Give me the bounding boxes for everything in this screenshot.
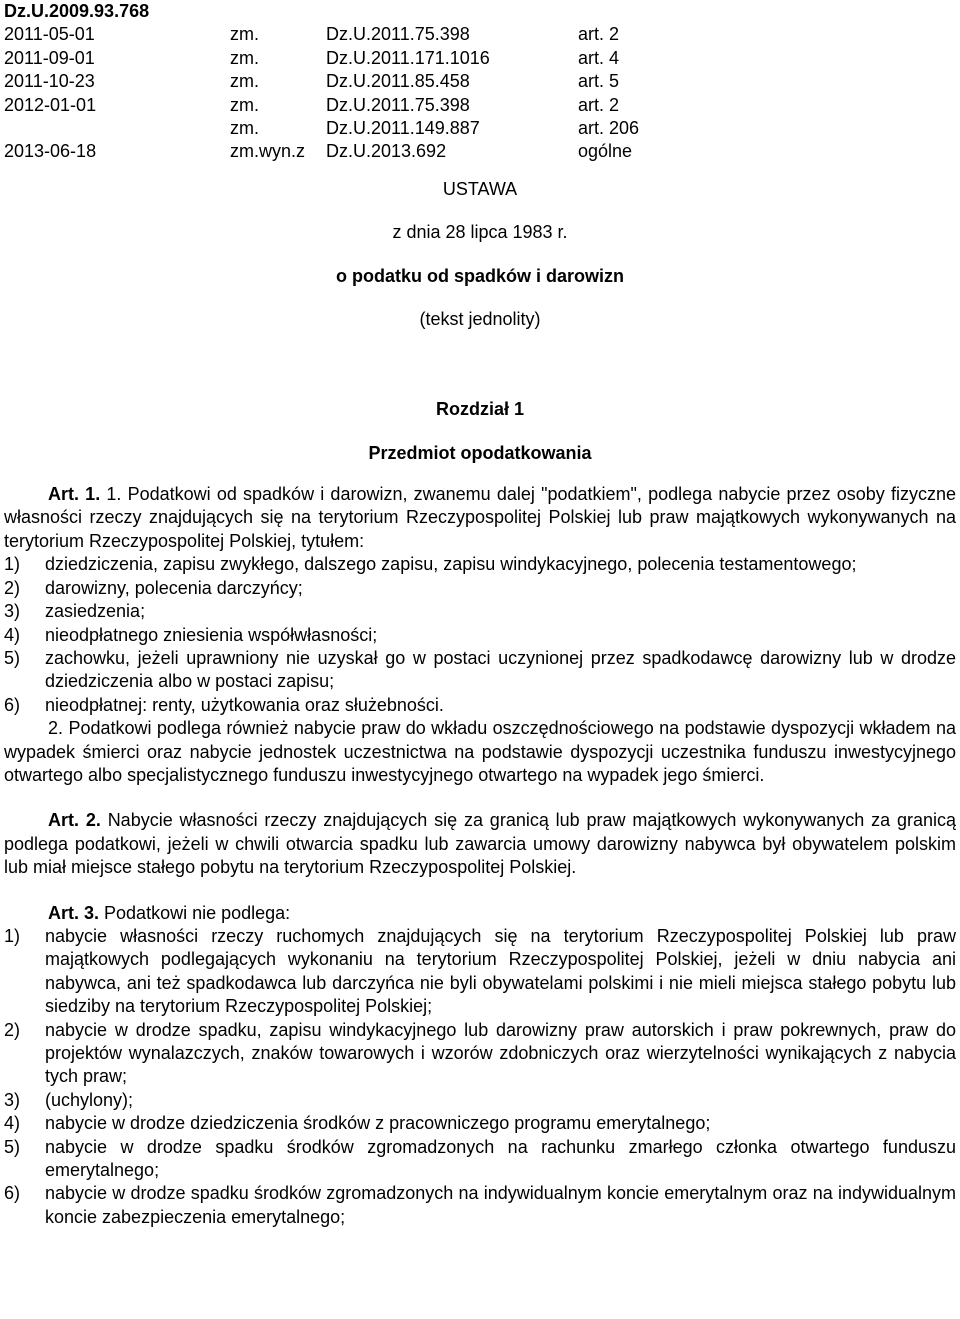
paragraph-number: 1. — [106, 484, 122, 505]
amendment-kind: zm. — [230, 94, 259, 115]
paragraph-text: Nabycie własności rzeczy znajdujących się za granicą lub praw majątkowych wykonywanych za granicą podlega podatkowi, jeżeli w chwili otwarcia spadku lub zawarcia umowy darowizny nabywca był obywatelem polskim lub miał miejsce stałego pobytu na terytorium Rzeczypospolitej Polskiej. — [4, 810, 956, 878]
amendment-article: art. 4 — [578, 47, 620, 68]
list-item-number: 6) — [4, 694, 21, 715]
act-date: z dnia 28 lipca 1983 r. — [392, 222, 568, 243]
article-1-paragraph-2 — [4, 717, 956, 787]
paragraph-text: Podatkowi nie podlega: — [104, 902, 291, 923]
list-item-text: zasiedzenia; — [45, 601, 146, 622]
amendment-row — [4, 47, 956, 70]
amendment-kind: zm. — [230, 71, 259, 92]
article-3-list — [4, 925, 956, 1229]
article-2 — [4, 809, 956, 879]
amendment-article: art. 2 — [578, 94, 620, 115]
list-item-text: nabycie w drodze spadku środków zgromadzonych na indywidualnym koncie emerytalnym oraz na indywidualnym koncie zabezpieczenia emerytalnego; — [45, 1183, 956, 1227]
list-item — [4, 1136, 956, 1183]
amendment-article: art. 206 — [578, 117, 640, 138]
amendment-reference: Dz.U.2011.171.1016 — [326, 47, 490, 68]
paragraph-text: Podatkowi podlega również nabycie praw do wkładu oszczędnościowego na podstawie dyspozycji wkładem na wypadek śmierci oraz nabycie jednostek uczestnictwa na podstawie dyspozycji uczestnika funduszu inwestycyjnego otwartego albo specjalistycznego funduszu inwestycyjnego otwartego na wypadek jego śmierci. — [4, 718, 956, 785]
list-item — [4, 553, 956, 576]
list-item — [4, 1182, 956, 1229]
list-item-number: 2) — [4, 1019, 21, 1040]
amendment-row — [4, 70, 956, 93]
list-item — [4, 694, 956, 717]
list-item-text: (uchylony); — [45, 1089, 134, 1110]
amendments-header — [4, 0, 956, 164]
list-item-number: 2) — [4, 577, 21, 598]
article-2-paragraph — [4, 809, 956, 879]
list-item-number: 4) — [4, 1113, 21, 1134]
article-3-intro — [4, 902, 956, 925]
amendment-reference: Dz.U.2011.75.398 — [326, 94, 470, 115]
list-item-text: darowizny, polecenia darczyńcy; — [45, 577, 303, 598]
amendment-date: 2011-10-23 — [4, 71, 95, 92]
act-reference: Dz.U.2009.93.768 — [4, 1, 150, 21]
list-item-number: 4) — [4, 624, 21, 645]
list-item — [4, 577, 956, 600]
amendment-date: 2012-01-01 — [4, 94, 97, 115]
list-item — [4, 1019, 956, 1089]
list-item-number: 5) — [4, 647, 21, 668]
list-item-number: 1) — [4, 925, 21, 946]
list-item — [4, 647, 956, 694]
article-1-heading: Art. 1. — [48, 484, 101, 505]
list-item-text: nabycie w drodze spadku, zapisu windykacyjnego lub darowizny praw autorskich i praw pokrewnych, praw do projektów wynalazczych, znaków towarowych i wzorów zdobniczych oraz wierzytelności wynikających z nabycia tych praw; — [45, 1019, 956, 1087]
list-item-number: 3) — [4, 1089, 21, 1110]
list-item — [4, 1112, 956, 1135]
amendment-article: art. 2 — [578, 24, 620, 45]
amendment-kind: zm. — [230, 117, 259, 138]
article-1-list — [4, 553, 956, 717]
paragraph-text: Podatkowi od spadków i darowizn, zwanemu dalej "podatkiem", podlega nabycie przez osoby fizyczne własności rzeczy znajdujących się na terytorium Rzeczypospolitej Polskiej lub praw majątkowych wykonywanych na terytorium Rzeczypospolitej Polskiej, tytułem: — [4, 484, 956, 551]
act-subject: o podatku od spadków i darowizn — [335, 265, 624, 286]
chapter-number: Rozdział 1 — [435, 399, 524, 420]
list-item — [4, 624, 956, 647]
list-item-number: 6) — [4, 1183, 21, 1204]
amendment-row — [4, 117, 956, 140]
article-2-heading: Art. 2. — [48, 810, 101, 831]
list-item-number: 1) — [4, 554, 21, 575]
amendment-date: 2013-06-18 — [4, 141, 97, 162]
amendment-reference: Dz.U.2011.85.458 — [326, 71, 470, 92]
document-type: USTAWA — [442, 178, 518, 199]
amendment-reference: Dz.U.2011.75.398 — [326, 24, 470, 45]
list-item-text: zachowku, jeżeli uprawniony nie uzyskał go w postaci uczynionej przez spadkodawcę darowizny lub w drodze dziedziczenia albo w postaci zapisu; — [45, 647, 956, 692]
list-item-text: nieodpłatnego zniesienia współwłasności; — [45, 624, 378, 645]
list-item-number: 5) — [4, 1136, 21, 1157]
amendment-row — [4, 94, 956, 117]
list-item — [4, 600, 956, 623]
list-item — [4, 925, 956, 1019]
chapter-title: Przedmiot opodatkowania — [368, 442, 592, 463]
consolidated-text-note: (tekst jednolity) — [419, 308, 541, 329]
article-1-paragraph-1 — [4, 483, 956, 553]
amendment-reference: Dz.U.2011.149.887 — [326, 117, 480, 138]
article-3 — [4, 902, 956, 1230]
amendments-list — [4, 23, 956, 163]
amendment-kind: zm. — [230, 47, 259, 68]
amendment-article: ogólne — [578, 141, 633, 162]
article-1 — [4, 483, 956, 787]
paragraph-number: 2. — [48, 718, 64, 739]
list-item-number: 3) — [4, 601, 21, 622]
list-item-text: dziedziczenia, zapisu zwykłego, dalszego zapisu, zapisu windykacyjnego, polecenia testamentowego; — [45, 554, 857, 575]
amendment-article: art. 5 — [578, 71, 620, 92]
list-item-text: nabycie w drodze spadku środków zgromadzonych na rachunku zmarłego członka otwartego funduszu emerytalnego; — [45, 1136, 956, 1181]
amendment-kind: zm. — [230, 24, 259, 45]
amendment-date: 2011-05-01 — [4, 24, 95, 45]
list-item — [4, 1089, 956, 1112]
list-item-text: nabycie własności rzeczy ruchomych znajdujących się na terytorium Rzeczypospolitej Polskiej lub praw majątkowych podlegających wykonaniu na terytorium Rzeczypospolitej Polskiej, jeżeli w dniu nabycia ani nabywca, ani też spadkodawca lub darczyńca nie byli obywatelami polskimi i nie mieli miejsca stałego pobytu lub siedziby na terytorium Rzeczypospolitej Polskiej; — [45, 925, 956, 1017]
amendment-date: 2011-09-01 — [4, 47, 95, 68]
list-item-text: nabycie w drodze dziedziczenia środków z pracowniczego programu emerytalnego; — [45, 1113, 711, 1134]
amendment-row — [4, 140, 956, 163]
amendment-row — [4, 23, 956, 46]
amendment-kind: zm.wyn.z — [230, 141, 306, 162]
amendment-reference: Dz.U.2013.692 — [326, 141, 447, 162]
list-item-text: nieodpłatnej: renty, użytkowania oraz służebności. — [45, 694, 444, 715]
article-3-heading: Art. 3. — [48, 902, 100, 923]
